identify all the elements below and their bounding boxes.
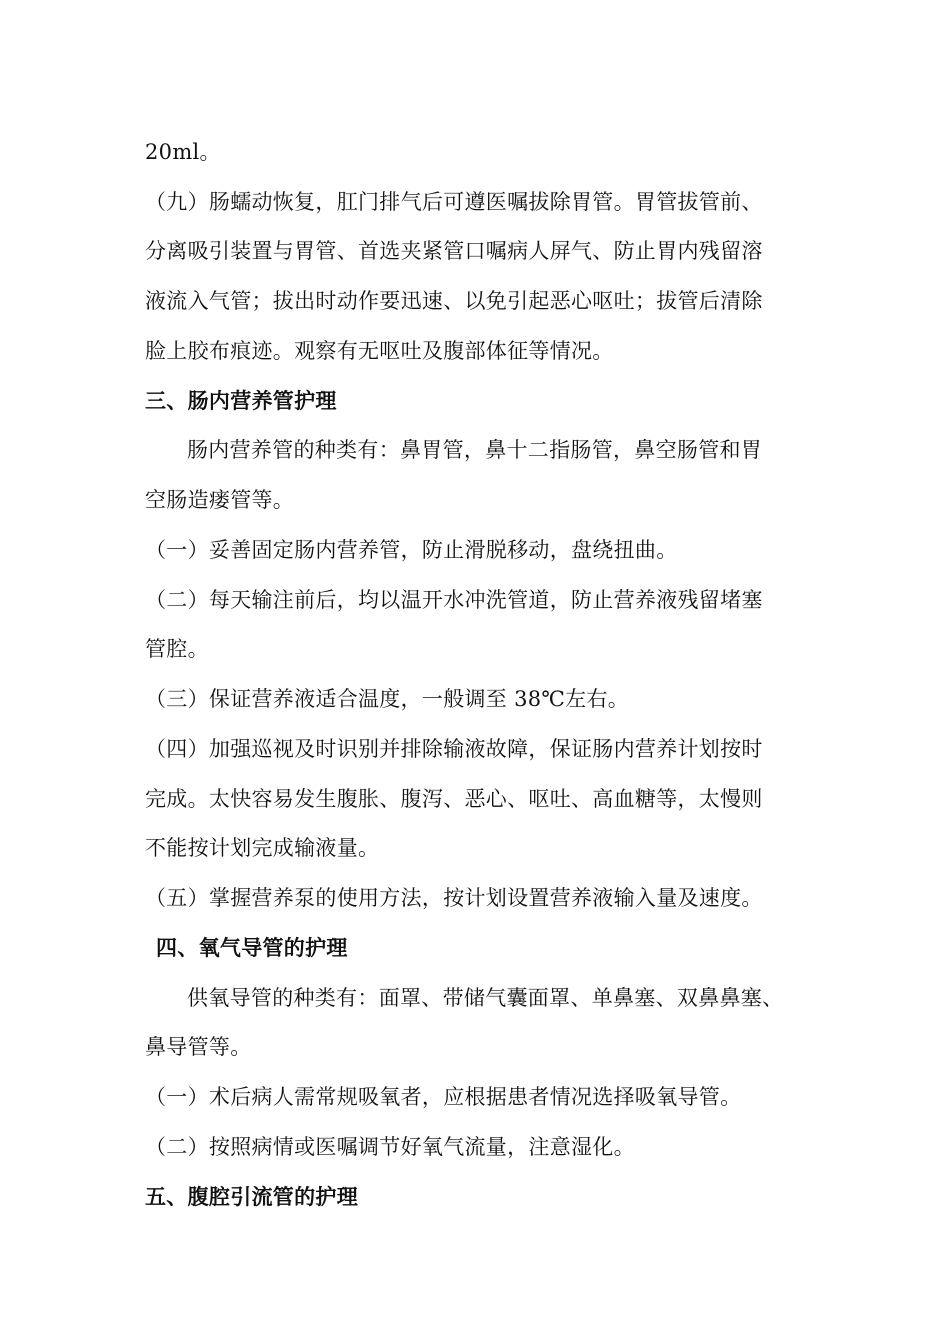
text-line: 肠内营养管的种类有：鼻胃管，鼻十二指肠管，鼻空肠管和胃 (187, 438, 763, 462)
section-heading: 四、氧气导管的护理 (156, 935, 348, 960)
section-heading: 三、肠内营养管护理 (145, 388, 337, 413)
text-line: （二）按照病情或医嘱调节好氧气流量，注意湿化。 (145, 1135, 635, 1159)
text-line: 不能按计划完成输液量。 (145, 836, 380, 860)
text-line: （一）术后病人需常规吸氧者，应根据患者情况选择吸氧导管。 (145, 1085, 742, 1109)
text-line: 供氧导管的种类有：面罩、带储气囊面罩、单鼻塞、双鼻鼻塞、 (187, 986, 784, 1010)
text-line: （九）肠蠕动恢复，肛门排气后可遵医嘱拔除胃管。胃管拔管前、 (145, 190, 763, 214)
section-heading: 五、腹腔引流管的护理 (145, 1184, 358, 1209)
text-line: （五）掌握营养泵的使用方法，按计划设置营养液输入量及速度。 (145, 886, 763, 910)
text-line: 分离吸引装置与胃管、首选夹紧管口嘱病人屏气、防止胃内残留溶 (145, 239, 763, 263)
text-line: （四）加强巡视及时识别并排除输液故障，保证肠内营养计划按时 (145, 737, 763, 761)
text-line: 管腔。 (145, 637, 209, 661)
text-line: （一）妥善固定肠内营养管，防止滑脱移动，盘绕扭曲。 (145, 538, 678, 562)
text-line: 鼻导管等。 (145, 1035, 252, 1059)
text-line: 完成。太快容易发生腹胀、腹泻、恶心、呕吐、高血糖等，太慢则 (145, 787, 763, 811)
text-line: 空肠造瘘管等。 (145, 488, 295, 512)
text-line: 液流入气管；拔出时动作要迅速、以免引起恶心呕吐；拔管后清除 (145, 289, 763, 313)
text-line: （三）保证营养液适合温度，一般调至 38℃左右。 (145, 687, 630, 711)
text-line: 脸上胶布痕迹。观察有无呕吐及腹部体征等情况。 (145, 339, 614, 363)
text-line: （二）每天输注前后，均以温开水冲洗管道，防止营养液残留堵塞 (145, 588, 763, 612)
text-line: 20ml。 (145, 140, 221, 164)
